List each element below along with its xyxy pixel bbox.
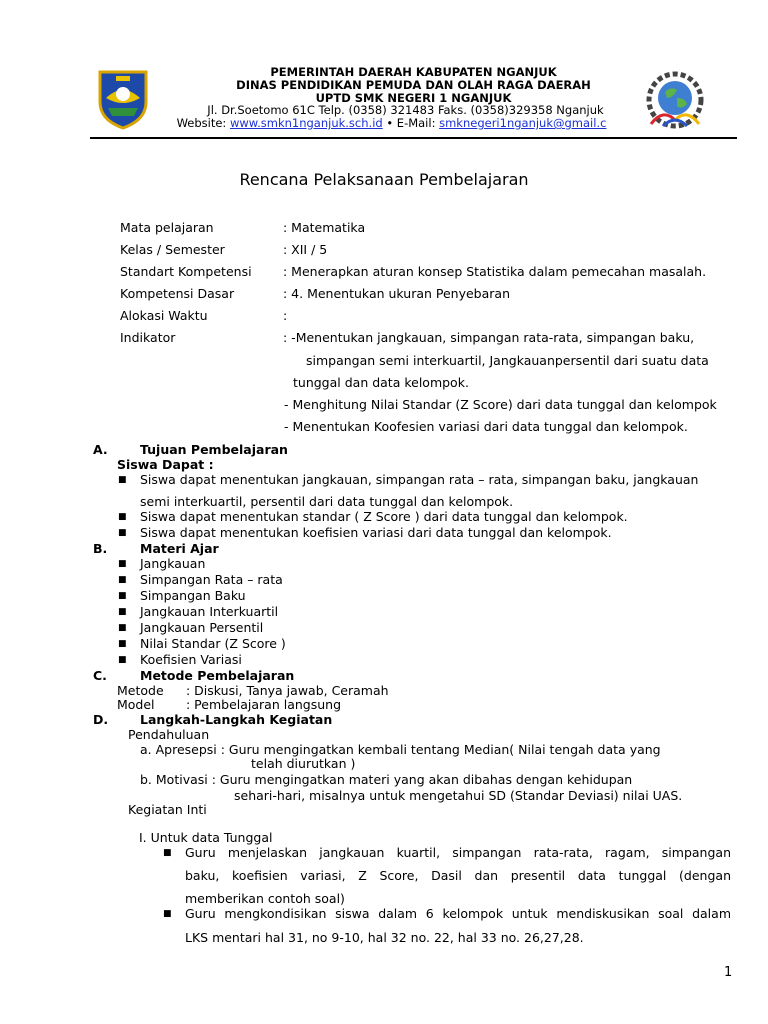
website-label: Website: [176,116,230,130]
materi-item: Jangkauan Interkuartil [140,604,279,619]
bullet-square-icon: ■ [118,528,127,538]
bullet-square-icon: ■ [118,623,127,633]
objective-item: Siswa dapat menentukan koefisien variasi dari data tunggal dan kelompok. [140,525,612,540]
info-label: Kompetensi Dasar [120,286,235,301]
pendahuluan-heading: Pendahuluan [128,727,210,742]
indikator-line: - Menghitung Nilai Standar (Z Score) dari data tunggal dan kelompok [284,397,717,412]
section-b-title: Materi Ajar [140,541,219,556]
indikator-line: tunggal dan data kelompok. [293,375,469,390]
school-logo-icon [643,68,707,132]
materi-item: Simpangan Rata – rata [140,572,283,587]
section-b-letter: B. [93,541,108,556]
info-value: : [283,308,288,323]
apersepsi-line-cont: telah diurutkan ) [251,756,356,771]
activity-line: LKS mentari hal 31, no 9-10, hal 32 no. 22, hal 33 no. 26,27,28. [185,930,584,945]
model-label: Model [117,697,155,712]
objective-item-cont: semi interkuartil, persentil dari data tunggal dan kelompok. [140,494,514,509]
bullet-square-icon: ■ [118,607,127,617]
header-line-3: UPTD SMK NEGERI 1 NGANJUK [315,91,512,105]
info-label: Alokasi Waktu [120,308,208,323]
info-value: : -Menentukan jangkauan, simpangan rata-rata, simpangan baku, [283,330,695,345]
regency-emblem-icon [94,68,152,130]
materi-item: Koefisien Variasi [140,652,242,667]
info-value: : Matematika [283,220,366,235]
letterhead [90,62,737,139]
bullet-square-icon: ■ [118,475,127,485]
email-link[interactable]: smknegeri1nganjuk@gmail.c [439,116,607,130]
section-c-title: Metode Pembelajaran [140,668,295,683]
activity-line: Guru mengkondisikan siswa dalam 6 kelompok untuk mendiskusikan soal dalam [185,906,731,921]
bullet-square-icon: ■ [118,639,127,649]
bullet-square-icon: ■ [163,848,172,858]
info-label: Indikator [120,330,176,345]
objective-item: Siswa dapat menentukan jangkauan, simpangan rata – rata, simpangan baku, jangkauan [140,472,699,487]
header-contact [68,117,715,130]
email-label: • E-Mail: [382,116,440,130]
info-label: Kelas / Semester [120,242,225,257]
section-d-letter: D. [93,712,109,727]
header-line-2: DINAS PENDIDIKAN PEMUDA DAN OLAH RAGA DAERAH [236,78,591,92]
materi-item: Jangkauan [140,556,206,571]
document-title: Rencana Pelaksanaan Pembelajaran [239,170,529,189]
header-line-1: PEMERINTAH DAERAH KABUPATEN NGANJUK [270,65,557,79]
objective-item: Siswa dapat menentukan standar ( Z Score ) dari data tunggal dan kelompok. [140,509,628,524]
motivasi-line: b. Motivasi : Guru mengingatkan materi yang akan dibahas dengan kehidupan [140,772,633,787]
section-d-title: Langkah-Langkah Kegiatan [140,712,333,727]
model-value: : Pembelajaran langsung [186,697,342,712]
method-label: Metode [117,683,164,698]
section-a-subtitle: Siswa Dapat : [117,457,214,472]
info-value: : Menerapkan aturan konsep Statistika dalam pemecahan masalah. [283,264,707,279]
activity-line: Guru menjelaskan jangkauan kuartil, simpangan rata-rata, ragam, simpangan [185,845,731,860]
info-label: Mata pelajaran [120,220,214,235]
materi-item: Nilai Standar (Z Score ) [140,636,286,651]
info-label: Standart Kompetensi [120,264,252,279]
materi-item: Simpangan Baku [140,588,246,603]
section-a-title: Tujuan Pembelajaran [140,442,288,457]
section-c-letter: C. [93,668,107,683]
bullet-square-icon: ■ [118,559,127,569]
website-link[interactable]: www.smkn1nganjuk.sch.id [229,116,383,130]
activity-line: memberikan contoh soal) [185,891,345,906]
subsection-heading: I. Untuk data Tunggal [139,830,273,845]
method-value: : Diskusi, Tanya jawab, Ceramah [186,683,389,698]
materi-item: Jangkauan Persentil [140,620,264,635]
indikator-line: simpangan semi interkuartil, Jangkauanpersentil dari suatu data [306,353,709,368]
page-number: 1 [724,965,733,980]
bullet-square-icon: ■ [118,575,127,585]
bullet-square-icon: ■ [118,655,127,665]
kegiatan-inti-heading: Kegiatan Inti [128,802,207,817]
apersepsi-line: a. Apresepsi : Guru mengingatkan kembali tentang Median( Nilai tengah data yang [140,742,661,757]
info-value: : XII / 5 [283,242,328,257]
activity-line: baku, koefisien variasi, Z Score, Dasil dan presentil data tunggal (dengan [185,868,731,883]
bullet-square-icon: ■ [118,512,127,522]
bullet-square-icon: ■ [118,591,127,601]
indikator-line: - Menentukan Koofesien variasi dari data tunggal dan kelompok. [284,419,688,434]
bullet-square-icon: ■ [163,909,172,919]
header-address: Jl. Dr.Soetomo 61C Telp. (0358) 321483 Faks. (0358)329358 Nganjuk [207,103,604,117]
info-value: : 4. Menentukan ukuran Penyebaran [283,286,510,301]
motivasi-line-cont: sehari-hari, misalnya untuk mengetahui SD (Standar Deviasi) nilai UAS. [234,788,683,803]
section-a-letter: A. [93,442,108,457]
